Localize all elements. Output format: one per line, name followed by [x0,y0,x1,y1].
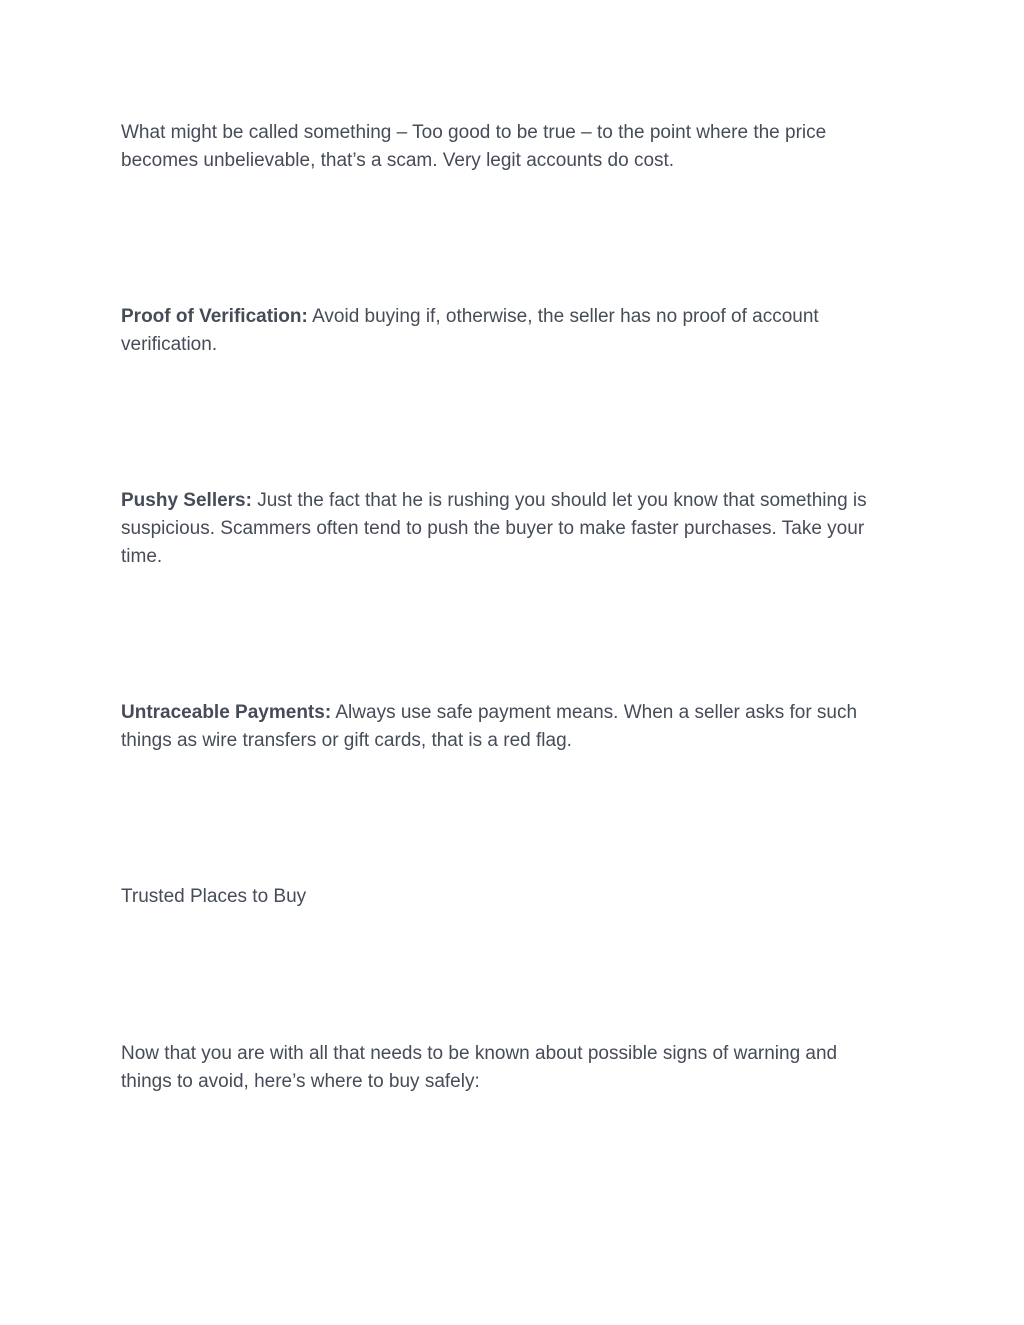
paragraph-text: Just the fact that he is rushing you should let you know that something is suspicious. Scammers often tend to push the buyer to make faster purchases. Take your time. [121,490,867,567]
section-heading-trusted-places [121,883,891,911]
paragraph-text: Avoid buying if, otherwise, the seller has no proof of account verification. [121,306,819,355]
paragraph-text: What might be called something – Too good to be true – to the point where the price becomes unbelievable, that’s a scam. Very legit accounts do cost. [121,122,827,171]
paragraph-label: Proof of Verification: [121,306,308,327]
paragraph-untraceable-payments [121,699,891,755]
paragraph-label: Untraceable Payments: [121,702,332,723]
paragraph-too-good-to-be-true [121,119,891,175]
paragraph-proof-of-verification [121,303,891,359]
paragraph-pushy-sellers [121,487,896,571]
heading-text: Trusted Places to Buy [121,886,307,907]
paragraph-text: Always use safe payment means. When a seller asks for such things as wire transfers or gift cards, that is a red flag. [121,702,858,751]
paragraph-label: Pushy Sellers: [121,490,252,511]
paragraph-where-to-buy [121,1040,891,1096]
paragraph-text: Now that you are with all that needs to be known about possible signs of warning and things to avoid, here’s where to buy safely: [121,1043,838,1092]
